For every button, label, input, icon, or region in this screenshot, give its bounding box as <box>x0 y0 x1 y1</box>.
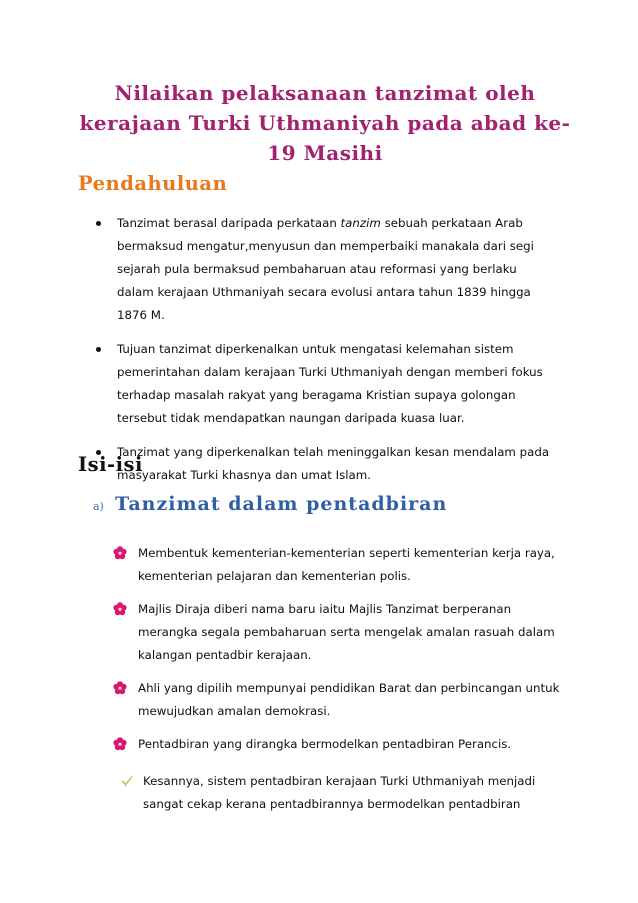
conclusion-note <box>121 770 573 816</box>
list-item <box>94 212 554 327</box>
note-text: Kesannya, sistem pentadbiran kerajaan Turki Uthmaniyah menjadi sangat cekap kerana pentadbirannya bermodelkan pentadbiran <box>143 774 536 811</box>
item-text: Membentuk kementerian-kementerian seperti kementerian kerja raya, kementerian pelajaran dan kementerian polis. <box>138 546 555 583</box>
title-line-3: 19 Masihi <box>267 141 383 165</box>
pendahuluan-heading: Pendahuluan <box>78 172 228 195</box>
list-item <box>94 338 554 430</box>
item-text: Pentadbiran yang dirangka bermodelkan pentadbiran Perancis. <box>138 737 512 751</box>
pendahuluan-list <box>94 212 554 498</box>
flower-icon <box>113 546 127 560</box>
section-a-list <box>113 542 563 766</box>
list-item <box>113 677 563 723</box>
isi-heading: Isi-isi <box>78 453 143 476</box>
flower-icon <box>113 681 127 695</box>
item-text-em: tanzim <box>340 216 381 230</box>
list-item <box>113 542 563 588</box>
item-text: Tanzimat yang diperkenalkan telah meninggalkan kesan mendalam pada masyarakat Turki khasnya dan umat Islam. <box>117 445 550 482</box>
check-icon <box>121 775 133 787</box>
flower-icon <box>113 602 127 616</box>
section-marker: a) <box>93 500 104 513</box>
document-title <box>60 78 590 168</box>
section-a-heading <box>93 493 447 515</box>
section-title: Tanzimat dalam pentadbiran <box>115 493 448 515</box>
item-text-post: sebuah perkataan Arab bermaksud mengatur,menyusun dan memperbaiki manakala dari segi sejarah pula bermaksud pembaharuan atau reformasi yang berlaku dalam kerajaan Uthmaniyah secara evolusi antara tahun 1839 hingga 1876 M. <box>117 216 534 322</box>
list-item <box>113 733 563 756</box>
list-item <box>94 441 554 487</box>
item-text: Tujuan tanzimat diperkenalkan untuk mengatasi kelemahan sistem pemerintahan dalam kerajaan Turki Uthmaniyah dengan memberi fokus terhadap masalah rakyat yang beragama Kristian supaya golongan tersebut tidak mendapatkan naungan daripada kuasa luar. <box>117 342 543 425</box>
item-text: Majlis Diraja diberi nama baru iaitu Majlis Tanzimat berperanan merangka segala pembaharuan serta mengelak amalan rasuah dalam kalangan pentadbir kerajaan. <box>138 602 555 662</box>
flower-icon <box>113 737 127 751</box>
bullet-icon <box>96 347 101 352</box>
item-text: Ahli yang dipilih mempunyai pendidikan Barat dan perbincangan untuk mewujudkan amalan demokrasi. <box>138 681 560 718</box>
title-line-1: Nilaikan pelaksanaan tanzimat oleh <box>114 81 536 105</box>
list-item <box>113 598 563 667</box>
item-text-pre: Tanzimat berasal daripada perkataan <box>117 216 341 230</box>
title-line-2: kerajaan Turki Uthmaniyah pada abad ke- <box>79 111 571 135</box>
bullet-icon <box>96 221 101 226</box>
